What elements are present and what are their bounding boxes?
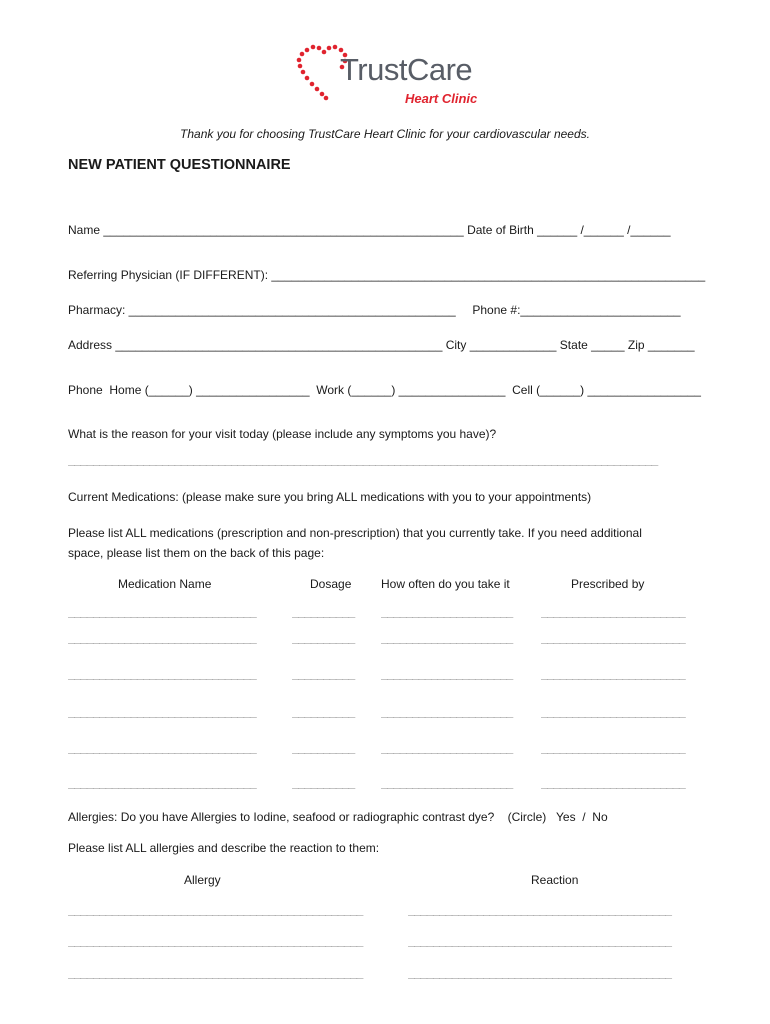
allergy-row-3-reaction-field[interactable]: __________________________________________ [408, 967, 672, 979]
allergy-row-3-allergy-field[interactable]: _______________________________________________ [68, 967, 363, 979]
medication-row-4-frequency-field[interactable]: _____________________ [381, 706, 513, 718]
allergy-row-2-allergy-field[interactable]: _______________________________________________ [68, 935, 363, 947]
medication-row-6-dosage-field[interactable]: __________ [292, 777, 355, 789]
medication-row-2-dosage-field[interactable]: __________ [292, 632, 355, 644]
dosage-header: Dosage [310, 577, 352, 591]
logo-subtitle: Heart Clinic [405, 91, 478, 106]
medication-row-6-frequency-field[interactable]: _____________________ [381, 777, 513, 789]
medication-row-6-name-field[interactable]: ______________________________ [68, 777, 257, 789]
medication-row-4-prescriber-field[interactable]: _______________________ [541, 706, 686, 718]
address-field[interactable]: Address _________________________________________________ City _____________ State _____ Zip _______ [68, 338, 695, 352]
allergy-row-1-allergy-field[interactable]: _______________________________________________ [68, 904, 363, 916]
allergy-header: Allergy [184, 873, 221, 887]
phone-numbers-field[interactable]: Phone Home (______) _________________ Work (______) ________________ Cell (______) _________________ [68, 383, 701, 397]
name-dob-field[interactable]: Name ______________________________________________________ Date of Birth ______ /______ /______ [68, 223, 671, 237]
list-medications-instruction-cont: space, please list them on the back of this page: [68, 546, 325, 560]
medication-row-2-prescriber-field[interactable]: _______________________ [541, 632, 686, 644]
allergies-question: Allergies: Do you have Allergies to Iodine, seafood or radiographic contrast dye? (Circle) Yes / No [68, 810, 608, 824]
allergies-instruction: Please list ALL allergies and describe the reaction to them: [68, 841, 380, 855]
medication-row-4-dosage-field[interactable]: __________ [292, 706, 355, 718]
medication-row-5-frequency-field[interactable]: _____________________ [381, 742, 513, 754]
page-title: NEW PATIENT QUESTIONNAIRE [68, 157, 291, 173]
pharmacy-phone-field[interactable]: Pharmacy: _________________________________________________ Phone #:________________________ [68, 303, 681, 317]
list-medications-instruction: Please list ALL medications (prescription and non-prescription) that you currently take. If you need additional [68, 526, 642, 540]
medication-row-1-dosage-field[interactable]: __________ [292, 606, 355, 618]
medication-row-4-name-field[interactable]: ______________________________ [68, 706, 257, 718]
medication-row-2-frequency-field[interactable]: _____________________ [381, 632, 513, 644]
medication-row-1-prescriber-field[interactable]: _______________________ [541, 606, 686, 618]
medication-row-3-frequency-field[interactable]: _____________________ [381, 668, 513, 680]
reaction-header: Reaction [531, 873, 579, 887]
prescribed-by-header: Prescribed by [571, 577, 645, 591]
medication-row-3-name-field[interactable]: ______________________________ [68, 668, 257, 680]
frequency-header: How often do you take it [381, 577, 510, 591]
medication-row-5-prescriber-field[interactable]: _______________________ [541, 742, 686, 754]
current-medications-label: Current Medications: (please make sure you bring ALL medications with you to your appointments) [68, 490, 592, 504]
tagline: Thank you for choosing TrustCare Heart Clinic for your cardiovascular needs. [180, 127, 590, 141]
medication-name-header: Medication Name [118, 577, 212, 591]
medication-row-1-frequency-field[interactable]: _____________________ [381, 606, 513, 618]
medication-row-1-name-field[interactable]: ______________________________ [68, 606, 257, 618]
allergy-row-2-reaction-field[interactable]: __________________________________________ [408, 935, 672, 947]
medication-row-3-dosage-field[interactable]: __________ [292, 668, 355, 680]
allergy-row-1-reaction-field[interactable]: __________________________________________ [408, 904, 672, 916]
medication-row-3-prescriber-field[interactable]: _______________________ [541, 668, 686, 680]
medication-row-2-name-field[interactable]: ______________________________ [68, 632, 257, 644]
reason-question: What is the reason for your visit today (please include any symptoms you have)? [68, 427, 497, 441]
reason-answer-field[interactable]: ______________________________________________________________________________________________ [68, 454, 658, 466]
trustcare-logo [293, 42, 483, 108]
referring-physician-field[interactable]: Referring Physician (IF DIFFERENT): _________________________________________________________________ [68, 268, 706, 282]
medication-row-5-dosage-field[interactable]: __________ [292, 742, 355, 754]
medication-row-5-name-field[interactable]: ______________________________ [68, 742, 257, 754]
medication-row-6-prescriber-field[interactable]: _______________________ [541, 777, 686, 789]
logo-wordmark: TrustCare [340, 52, 473, 87]
